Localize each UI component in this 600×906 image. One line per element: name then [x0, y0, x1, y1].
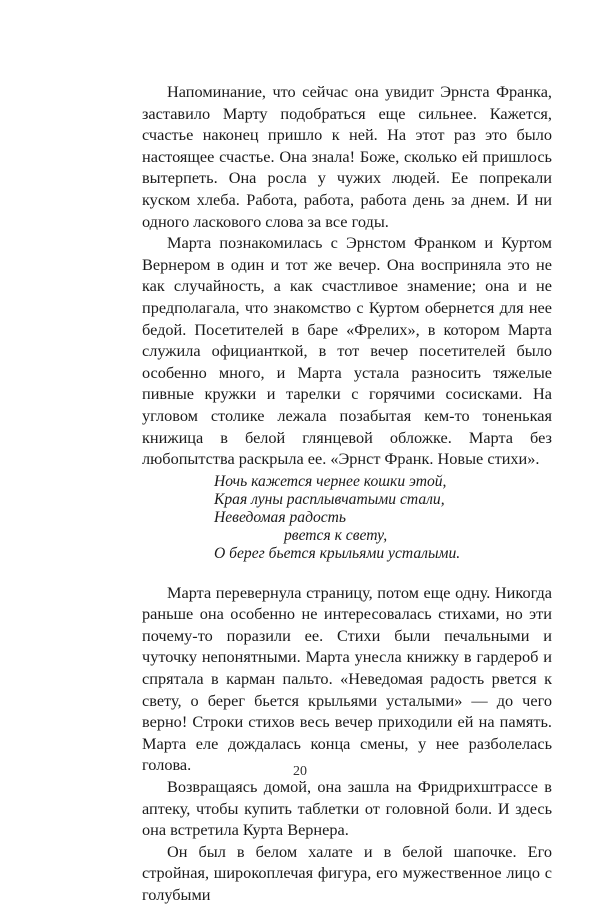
paragraph: Марта познакомилась с Эрнстом Франком и Куртом Вернером в один и тот же вечер. Она восприняла это не как случайность, а как счастливое знамение; она и не предполагала, что знакомство с Куртом обернется для нее бедой. Посетителей в баре «Фрелих», в котором Марта служила официанткой, в тот вечер посетителей было особенно много, и Марта устала разносить тяжелые пивные кружки и тарелки с горячими сосисками. На угловом столике лежала позабытая кем-то тоненькая книжица в белой глянцевой обложке. Марта без любопытства раскрыла ее. «Эрнст Франк. Новые стихи».: [142, 233, 552, 469]
spacer: [142, 563, 552, 582]
poem-line: О берег бьется крыльями усталыми.: [214, 544, 461, 562]
paragraph: Возвращаясь домой, она зашла на Фридрихштрассе в аптеку, чтобы купить таблетки от головной боли. И здесь она встретила Курта Вернера.: [142, 777, 552, 840]
paragraph: Он был в белом халате и в белой шапочке. Его стройная, широкоплечая фигура, его мужественное лицо с голубыми: [142, 841, 552, 904]
poem-block: [214, 473, 552, 563]
poem-line: Ночь кажется чернее кошки этой,: [214, 472, 447, 490]
book-page-body: [142, 81, 552, 906]
paragraph: Напоминание, что сейчас она увидит Эрнста Франка, заставило Марту подобраться еще сильнее. Кажется, счастье наконец пришло к ней. На этот раз это было настоящее счастье. Она знала! Боже, сколько ей пришлось вытерпеть. Она росла у чужих людей. Ее попрекали куском хлеба. Работа, работа, работа день за днем. И ни одного ласкового слова за все годы.: [142, 82, 552, 231]
paragraph: Марта перевернула страницу, потом еще одну. Никогда раньше она особенно не интересовалась стихами, но эти почему-то поразили ее. Стихи были печальными и чуточку непонятными. Марта унесла книжку в гардероб и спрятала в карман пальто. «Неведомая радость рвется к свету, о берег бьется крыльями усталыми» — до чего верно! Строки стихов весь вечер приходили ей на память. Марта еле дождалась конца смены, у нее разболелась голова.: [142, 582, 552, 775]
poem-line: Неведомая радость: [214, 508, 347, 526]
poem-line: рвется к свету,: [284, 526, 388, 544]
page-number: 20: [293, 764, 307, 779]
poem-line: Края луны расплывчатыми стали,: [214, 490, 445, 508]
